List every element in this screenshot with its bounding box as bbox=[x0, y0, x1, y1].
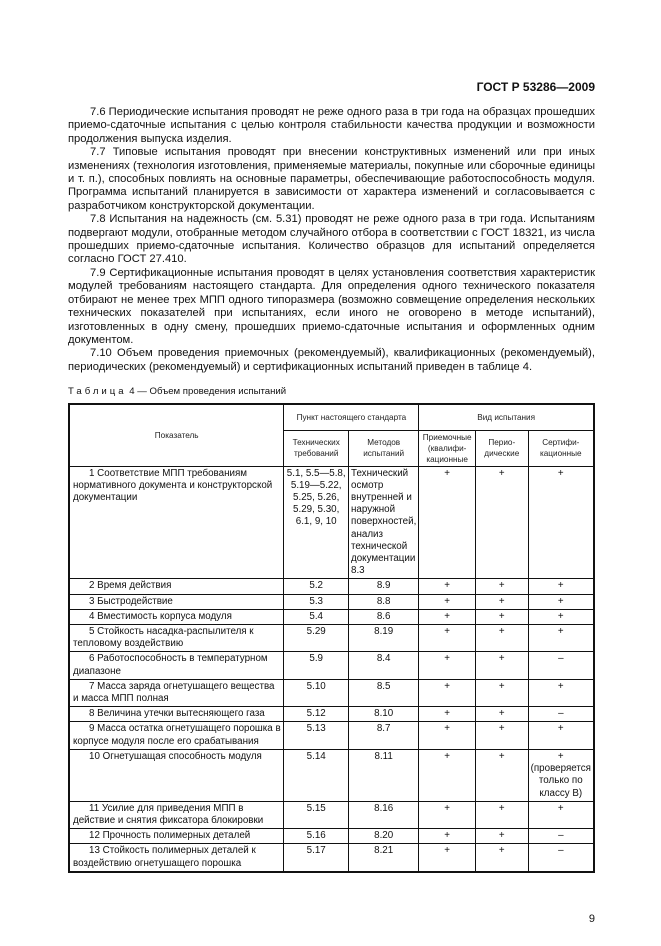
paragraph-7-8: 7.8 Испытания на надежность (см. 5.31) проводят не реже одного раза в три года. Испытаниям подвергают модули, отобранные методом случайного отбора в соответствии с ГОСТ 18321, из числа прошедших приемо-сдаточные испытания. Количество образцов для испытаний определяется согласно ГОСТ 27.410. bbox=[68, 213, 595, 266]
cell-indicator: 8 Величина утечки вытесняющего газа bbox=[69, 707, 284, 722]
cell-cert: – bbox=[528, 844, 594, 872]
header-tech: Технических требований bbox=[284, 430, 349, 466]
table-row bbox=[69, 749, 594, 801]
table-row bbox=[69, 707, 594, 722]
cell-cert: + bbox=[528, 594, 594, 609]
cell-indicator: 5 Стойкость насадка-распылителя к тепловому воздействию bbox=[69, 625, 284, 652]
cell-acceptance: + bbox=[419, 749, 476, 801]
cell-cert: + bbox=[528, 609, 594, 624]
table-row bbox=[69, 829, 594, 844]
body-text bbox=[68, 106, 595, 374]
cell-method-clause: 8.8 bbox=[349, 594, 419, 609]
cell-indicator: 2 Время действия bbox=[69, 579, 284, 594]
cell-method-clause: 8.11 bbox=[349, 749, 419, 801]
cell-indicator: 13 Стойкость полимерных деталей к воздействию огнетушащего порошка bbox=[69, 844, 284, 872]
cell-tech-clause: 5.2 bbox=[284, 579, 349, 594]
cell-periodic: + bbox=[476, 625, 529, 652]
cell-tech-clause: 5.12 bbox=[284, 707, 349, 722]
cell-method-clause: 8.4 bbox=[349, 652, 419, 679]
cell-tech-clause: 5.9 bbox=[284, 652, 349, 679]
table-row bbox=[69, 609, 594, 624]
cell-periodic: + bbox=[476, 844, 529, 872]
header-methods: Методов испытаний bbox=[349, 430, 419, 466]
cell-cert: – bbox=[528, 707, 594, 722]
cell-periodic: + bbox=[476, 594, 529, 609]
cell-cert: – bbox=[528, 829, 594, 844]
paragraph-7-6: 7.6 Периодические испытания проводят не реже одного раза в три года на образцах прошедших приемо-сдаточные испытания с целью контроля стабильности качества продукции и возможности продолжения выпуска изделия. bbox=[68, 106, 595, 145]
cell-cert: + bbox=[528, 679, 594, 706]
cell-periodic: + bbox=[476, 801, 529, 828]
cell-method-clause: 8.7 bbox=[349, 722, 419, 749]
cell-acceptance: + bbox=[419, 609, 476, 624]
cell-cert: – bbox=[528, 652, 594, 679]
cell-tech-clause: 5.16 bbox=[284, 829, 349, 844]
cell-cert: + bbox=[528, 466, 594, 579]
paragraph-7-7: 7.7 Типовые испытания проводят при внесении конструктивных изменений или при иных изменениях (технология изготовления, применяемые материалы, покупные или сборочные единицы и т. п.), способных повлиять на основные параметры, обеспечивающие работоспособность модуля. Программа испытаний планируется в зависимости от характера изменений и согласовывается с разработчиком конструкторской документации. bbox=[68, 146, 595, 212]
cell-cert: + bbox=[528, 801, 594, 828]
cell-method-clause: 8.19 bbox=[349, 625, 419, 652]
cell-tech-clause: 5.4 bbox=[284, 609, 349, 624]
paragraph-7-10: 7.10 Объем проведения приемочных (рекомендуемый), квалификационных (рекомендуемый), периодических (рекомендуемый) и сертификационных испытаний приведен в таблице 4. bbox=[68, 347, 595, 373]
standard-header: ГОСТ Р 53286—2009 bbox=[476, 80, 595, 94]
cell-indicator: 11 Усилие для приведения МПП в действие и снятия фиксатора блокировки bbox=[69, 801, 284, 828]
cell-tech-clause: 5.10 bbox=[284, 679, 349, 706]
table-row bbox=[69, 722, 594, 749]
cell-acceptance: + bbox=[419, 466, 476, 579]
cell-acceptance: + bbox=[419, 679, 476, 706]
cell-method-clause: 8.5 bbox=[349, 679, 419, 706]
cell-method-clause: 8.9 bbox=[349, 579, 419, 594]
table-row bbox=[69, 579, 594, 594]
cell-periodic: + bbox=[476, 707, 529, 722]
cell-method-clause: 8.6 bbox=[349, 609, 419, 624]
cell-acceptance: + bbox=[419, 829, 476, 844]
cell-method-clause: 8.16 bbox=[349, 801, 419, 828]
cell-acceptance: + bbox=[419, 844, 476, 872]
table-caption bbox=[68, 386, 595, 398]
table-row bbox=[69, 801, 594, 828]
caption-text: 4 — Объем проведения испытаний bbox=[129, 386, 287, 398]
cell-acceptance: + bbox=[419, 707, 476, 722]
cell-tech-clause: 5.15 bbox=[284, 801, 349, 828]
cell-acceptance: + bbox=[419, 652, 476, 679]
cell-acceptance: + bbox=[419, 625, 476, 652]
cell-indicator: 4 Вместимость корпуса модуля bbox=[69, 609, 284, 624]
cell-indicator: 7 Масса заряда огнетушащего вещества и масса МПП полная bbox=[69, 679, 284, 706]
table-row bbox=[69, 594, 594, 609]
cell-tech-clause: 5.3 bbox=[284, 594, 349, 609]
header-cert: Сертифи-кационные bbox=[528, 430, 594, 466]
table-row bbox=[69, 625, 594, 652]
cell-method-clause: 8.21 bbox=[349, 844, 419, 872]
paragraph-7-9: 7.9 Сертификационные испытания проводят в целях установления соответствия характеристик модулей требованиям настоящего стандарта. Для определения одного технического показателя отбирают не менее трех МПП одного типоразмера (возможно совмещение определения нескольких технических показателей при испытаниях, если иного не оговорено в методе испытаний), изготовленных в одну смену, прошедших приемо-сдаточные испытания и оформленных одним документом. bbox=[68, 266, 595, 346]
cell-periodic: + bbox=[476, 652, 529, 679]
cell-acceptance: + bbox=[419, 579, 476, 594]
cell-tech-clause: 5.14 bbox=[284, 749, 349, 801]
cell-method-clause: 8.20 bbox=[349, 829, 419, 844]
cell-cert: + bbox=[528, 722, 594, 749]
cell-acceptance: + bbox=[419, 801, 476, 828]
cell-indicator: 3 Быстродействие bbox=[69, 594, 284, 609]
table-row bbox=[69, 652, 594, 679]
cell-cert: + bbox=[528, 579, 594, 594]
cell-method-clause: Технический осмотр внутренней и наружной поверхностей, анализ технической документации 8.3 bbox=[349, 466, 419, 579]
table-row bbox=[69, 466, 594, 579]
cell-tech-clause: 5.29 bbox=[284, 625, 349, 652]
cell-tech-clause: 5.13 bbox=[284, 722, 349, 749]
header-clause-group: Пункт настоящего стандарта bbox=[284, 404, 419, 430]
page-number: 9 bbox=[588, 912, 595, 925]
header-indicator: Показатель bbox=[69, 404, 284, 466]
caption-word: Таблица bbox=[68, 386, 127, 398]
cell-indicator: 6 Работоспособность в температурном диапазоне bbox=[69, 652, 284, 679]
table-row bbox=[69, 844, 594, 872]
table-row bbox=[69, 679, 594, 706]
header-test-type: Вид испытания bbox=[419, 404, 594, 430]
cell-periodic: + bbox=[476, 679, 529, 706]
cell-acceptance: + bbox=[419, 594, 476, 609]
cell-indicator: 12 Прочность полимерных деталей bbox=[69, 829, 284, 844]
header-acceptance: Приемочные (квалифи-кационные bbox=[419, 430, 476, 466]
cell-tech-clause: 5.17 bbox=[284, 844, 349, 872]
header-periodic: Перио-дические bbox=[476, 430, 529, 466]
cell-periodic: + bbox=[476, 829, 529, 844]
cell-tech-clause: 5.1, 5.5—5.8, 5.19—5.22, 5.25, 5.26, 5.29, 5.30, 6.1, 9, 10 bbox=[284, 466, 349, 579]
cell-periodic: + bbox=[476, 579, 529, 594]
cell-indicator: 9 Масса остатка огнетушащего порошка в корпусе модуля после его срабатывания bbox=[69, 722, 284, 749]
cell-cert: + (проверяется только по классу В) bbox=[528, 749, 594, 801]
cell-method-clause: 8.10 bbox=[349, 707, 419, 722]
cell-indicator: 10 Огнетушащая способность модуля bbox=[69, 749, 284, 801]
tests-scope-table bbox=[68, 403, 595, 873]
cell-periodic: + bbox=[476, 722, 529, 749]
cell-cert: + bbox=[528, 625, 594, 652]
cell-acceptance: + bbox=[419, 722, 476, 749]
cell-periodic: + bbox=[476, 466, 529, 579]
cell-periodic: + bbox=[476, 609, 529, 624]
cell-indicator: 1 Соответствие МПП требованиям нормативного документа и конструкторской документации bbox=[69, 466, 284, 579]
cell-periodic: + bbox=[476, 749, 529, 801]
